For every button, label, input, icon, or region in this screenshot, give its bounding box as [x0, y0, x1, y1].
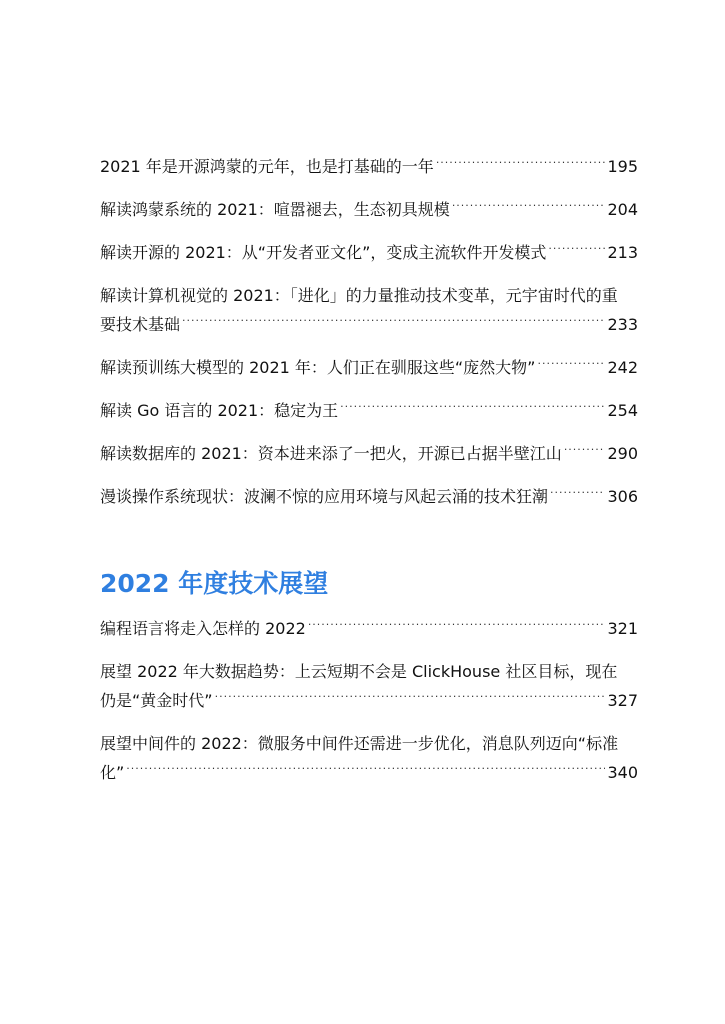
toc-entry[interactable] — [100, 439, 638, 468]
toc-entry-title: 解读数据库的 2021：资本进来添了一把火，开源已占据半壁江山 — [100, 444, 562, 463]
toc-entry[interactable] — [100, 281, 638, 339]
toc-page-number: 327 — [607, 691, 638, 710]
dot-leader — [537, 357, 605, 373]
toc-entry[interactable] — [100, 729, 638, 787]
toc-page-number: 195 — [607, 157, 638, 176]
toc-entry-title: 化” — [100, 763, 125, 782]
toc-page-number: 233 — [607, 315, 638, 334]
toc-page-number: 254 — [607, 401, 638, 420]
toc-entry[interactable] — [100, 396, 638, 425]
section-heading: 2022 年度技术展望 — [100, 569, 329, 598]
toc-entry-title: 展望 2022 年大数据趋势：上云短期不会是 ClickHouse 社区目标，现在 — [100, 662, 618, 681]
toc-entry-title: 解读预训练大模型的 2021 年：人们正在驯服这些“庞然大物” — [100, 358, 536, 377]
toc-entry-title: 仍是“黄金时代” — [100, 691, 213, 710]
dot-leader — [126, 762, 605, 778]
toc-entry-title: 解读计算机视觉的 2021：「进化」的力量推动技术变革，元宇宙时代的重 — [100, 286, 618, 305]
toc-entry[interactable] — [100, 238, 638, 267]
dot-leader — [182, 314, 605, 330]
toc-entry-title: 要技术基础 — [100, 315, 181, 334]
toc-list-2021 — [100, 152, 638, 525]
toc-page-number: 306 — [607, 487, 638, 506]
dot-leader — [548, 242, 605, 258]
toc-entry[interactable] — [100, 657, 638, 715]
dot-leader — [215, 690, 606, 706]
toc-entry-title: 展望中间件的 2022：微服务中间件还需进一步优化，消息队列迈向“标准 — [100, 734, 619, 753]
toc-page-number: 242 — [607, 358, 638, 377]
toc-entry-title: 2021 年是开源鸿蒙的元年，也是打基础的一年 — [100, 157, 434, 176]
toc-entry-title: 解读 Go 语言的 2021：稳定为王 — [100, 401, 339, 420]
toc-entry-title: 解读开源的 2021：从“开发者亚文化”，变成主流软件开发模式 — [100, 243, 547, 262]
toc-page-number: 204 — [607, 200, 638, 219]
toc-entry[interactable] — [100, 353, 638, 382]
toc-entry-title: 解读鸿蒙系统的 2021：喧嚣褪去，生态初具规模 — [100, 200, 450, 219]
toc-page-number: 290 — [607, 444, 638, 463]
toc-list-2022 — [100, 614, 638, 801]
dot-leader — [308, 618, 606, 634]
toc-page-number: 321 — [607, 619, 638, 638]
toc-page-number: 340 — [607, 763, 638, 782]
toc-entry-title: 编程语言将走入怎样的 2022 — [100, 619, 306, 638]
toc-entry[interactable] — [100, 152, 638, 181]
dot-leader — [436, 156, 606, 172]
toc-entry[interactable] — [100, 195, 638, 224]
dot-leader — [564, 443, 606, 459]
toc-entry[interactable] — [100, 614, 638, 643]
dot-leader — [340, 400, 605, 416]
toc-entry[interactable] — [100, 482, 638, 511]
toc-page-number: 213 — [607, 243, 638, 262]
toc-entry-title: 漫谈操作系统现状：波澜不惊的应用环境与风起云涌的技术狂潮 — [100, 487, 549, 506]
dot-leader — [452, 199, 606, 215]
dot-leader — [550, 486, 605, 502]
